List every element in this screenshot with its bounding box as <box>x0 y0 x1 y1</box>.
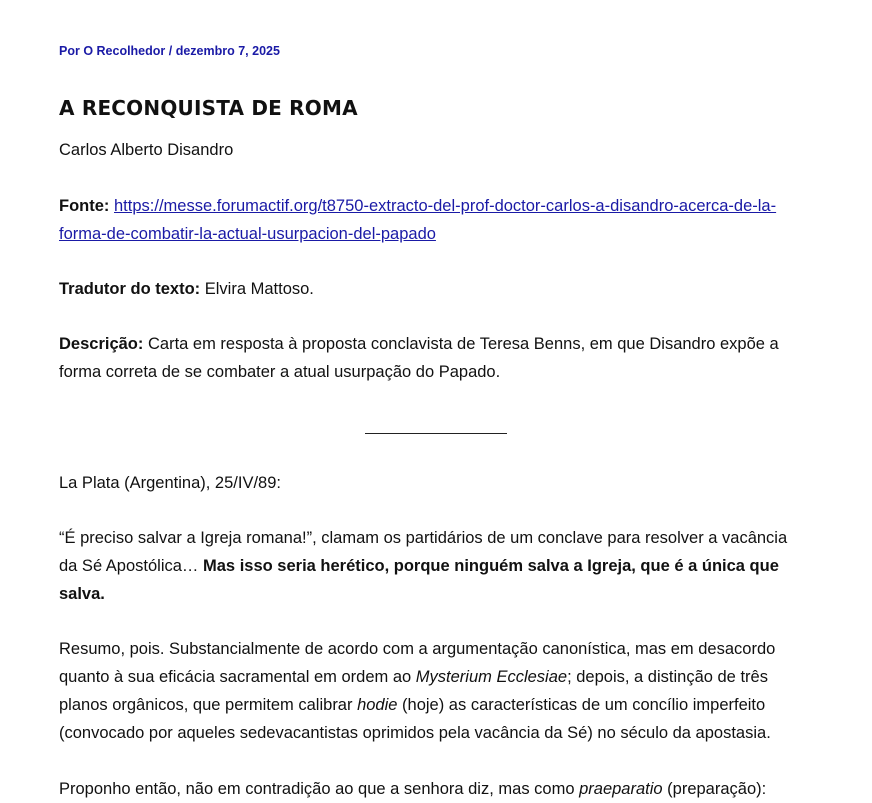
post-meta <box>59 44 280 58</box>
source-link-continued[interactable]: forma-de-combatir-la-actual-usurpacion-del-papado <box>59 225 436 243</box>
source-label: Fonte: <box>59 197 110 215</box>
quote-emphasis: Mas isso seria herético, porque ninguém salva a Igreja, que é a única que <box>203 557 779 575</box>
proposal-line-1a: Proponho então, não em contradição ao que a senhora diz, mas como <box>59 780 580 798</box>
description-paragraph <box>59 330 779 386</box>
description-line-1: Carta em resposta à proposta conclavista de Teresa Benns, em que Disandro expõe a <box>147 335 779 353</box>
summary-line-1: Resumo, pois. Substancialmente de acordo com a argumentação canonística, mas em desacordo <box>59 640 776 658</box>
quote-line-1: “É preciso salvar a Igreja romana!”, clamam os partidários de um conclave para resolver a vacância <box>59 529 788 547</box>
translator-label: Tradutor do texto: <box>59 280 201 298</box>
proposal-paragraph <box>59 775 766 803</box>
translator-paragraph <box>59 275 314 303</box>
author-link[interactable]: O Recolhedor <box>83 44 166 58</box>
description-label: Descrição: <box>59 335 144 353</box>
summary-line-3b: (hoje) as características de um concílio imperfeito <box>397 696 766 714</box>
section-divider <box>365 433 507 434</box>
meta-separator: / <box>165 44 176 58</box>
article-byline: Carlos Alberto Disandro <box>59 141 234 159</box>
post-date: dezembro 7, 2025 <box>175 44 280 58</box>
quote-emphasis-end: salva. <box>59 585 105 603</box>
quote-paragraph <box>59 524 787 608</box>
summary-line-2a: quanto à sua eficácia sacramental em ordem ao <box>59 668 416 686</box>
proposal-line-1b: (preparação): <box>662 780 767 798</box>
source-link[interactable]: https://messe.forumactif.org/t8750-extracto-del-prof-doctor-carlos-a-disandro-acerca-de-la- <box>114 197 777 215</box>
article-title: A RECONQUISTA DE ROMA <box>59 96 358 120</box>
summary-line-4: (convocado por aqueles sedevacantistas oprimidos pela vacância da Sé) no século da apostasia. <box>59 724 771 742</box>
summary-line-3a: planos orgânicos, que permitem calibrar <box>59 696 358 714</box>
quote-line-2: da Sé Apostólica… <box>59 557 204 575</box>
summary-paragraph <box>59 635 775 747</box>
proposal-term-praeparatio: praeparatio <box>579 780 663 798</box>
meta-by-prefix: Por <box>59 44 84 58</box>
source-paragraph <box>59 192 776 248</box>
summary-term-mysterium: Mysterium Ecclesiae <box>415 668 568 686</box>
translator-value: Elvira Mattoso. <box>204 280 314 298</box>
place-date: La Plata (Argentina), 25/IV/89: <box>59 474 281 492</box>
summary-line-2b: ; depois, a distinção de três <box>567 668 768 686</box>
description-line-2: forma correta de se combater a atual usurpação do Papado. <box>59 363 501 381</box>
summary-term-hodie: hodie <box>357 696 398 714</box>
